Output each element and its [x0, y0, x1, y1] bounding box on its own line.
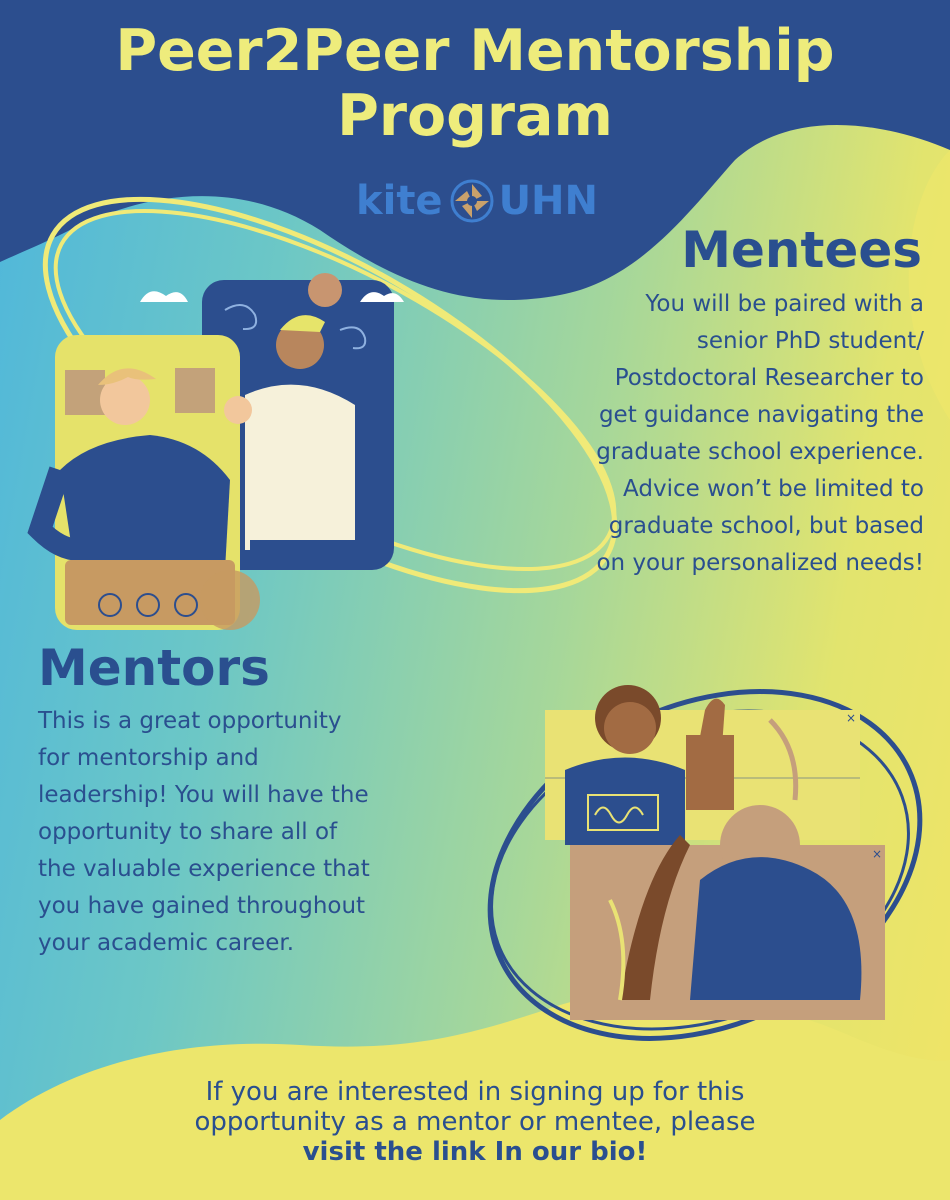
kite-aperture-icon — [449, 178, 495, 224]
title-line-2: Program — [337, 83, 613, 149]
logo-uhn-text: UHN — [498, 178, 598, 224]
svg-text:×: × — [846, 711, 857, 725]
footer-line: If you are interested in signing up for this — [205, 1077, 745, 1107]
mentors-heading: Mentors — [38, 639, 270, 697]
mentees-description — [596, 286, 924, 582]
mentees-heading: Mentees — [681, 221, 922, 279]
title-line-1: Peer2Peer Mentorship — [115, 18, 835, 84]
logo-kite-text: kite — [356, 178, 443, 224]
mentees-line: get guidance navigating the — [598, 402, 924, 428]
mentors-line: leadership! You will have the — [38, 782, 369, 808]
mentees-line: You will be paired with a — [645, 291, 924, 317]
mentors-line: This is a great opportunity — [38, 708, 342, 734]
mentees-line: graduate school experience. — [596, 439, 924, 465]
mentors-description — [38, 703, 370, 962]
mentees-line: Postdoctoral Researcher to — [614, 365, 924, 391]
svg-text:×: × — [872, 847, 883, 861]
mentees-line: senior PhD student/ — [696, 328, 924, 354]
footer-line: opportunity as a mentor or mentee, please — [194, 1107, 756, 1137]
mentees-line: Advice won’t be limited to — [623, 476, 924, 502]
mentors-line: your academic career. — [38, 930, 295, 956]
bio-link-callout: visit the link In our bio! — [302, 1137, 648, 1167]
mentors-line: the valuable experience that — [38, 856, 370, 882]
signup-call-to-action — [0, 1077, 950, 1167]
mentees-line: graduate school, but based — [608, 513, 924, 539]
mentees-line: on your personalized needs! — [596, 550, 924, 576]
mentors-line: for mentorship and — [38, 745, 259, 771]
mentors-line: opportunity to share all of — [38, 819, 338, 845]
mentors-line: you have gained throughout — [38, 893, 366, 919]
kite-uhn-logo — [356, 176, 598, 226]
